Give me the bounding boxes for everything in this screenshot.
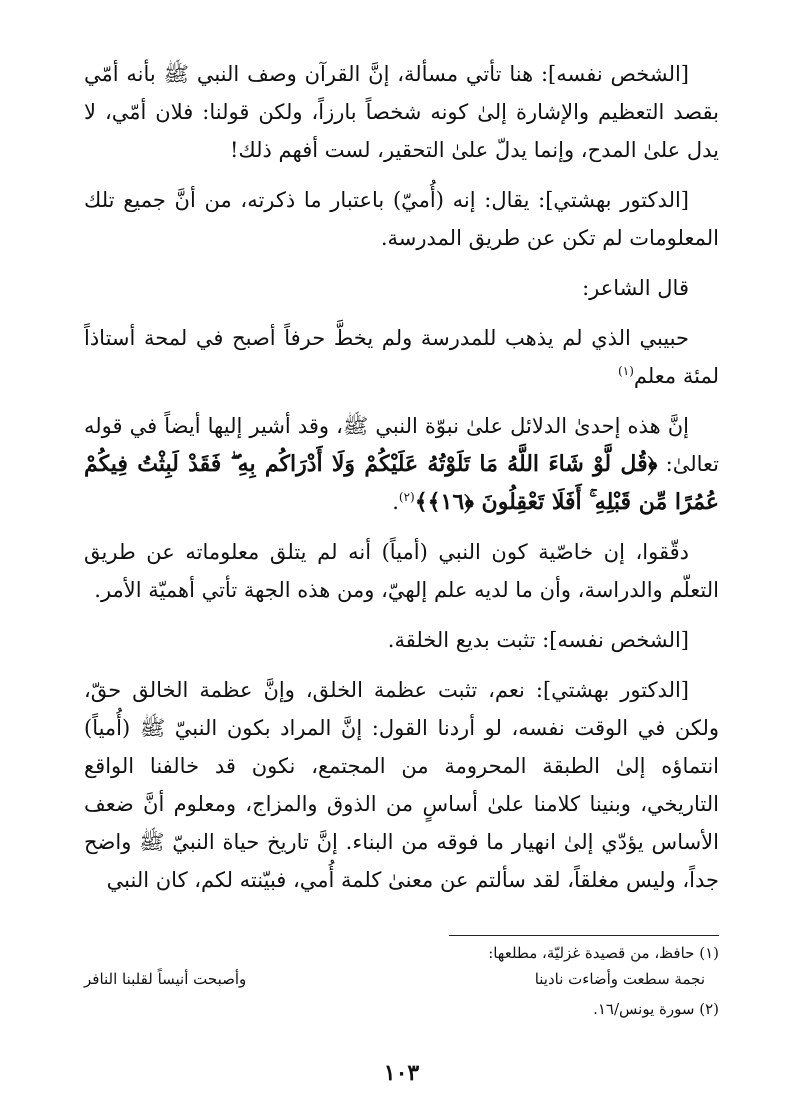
paragraph-4 — [84, 319, 719, 395]
footnote-1-verse — [84, 966, 719, 992]
paragraph-2: [الدكتور بهشتي]: يقال: إنه (أُميّ) باعتبار ما ذكرته، من أنَّ جميع تلك المعلومات لم تكن عن طريق المدرسة. — [84, 188, 719, 250]
footnote-2-label: (٢) — [699, 1000, 719, 1018]
paragraph-8: [الدكتور بهشتي]: نعم، تثبت عظمة الخلق، وإنَّ عظمة الخالق حقّ، ولكن في الوقت نفسه، لو أردنا القول: إنَّ المراد بكون النبيّ ﷺ (أُمياً) انتماؤه إلىٰ الطبقة المحرومة من المجتمع، نكون قد خالفنا الواقع التاريخي، وبنينا كلامنا علىٰ أساسٍ من الذوق والمزاج، ومعلوم أنَّ ضعف الأساس يؤدّي إلىٰ انهيار ما فوقه من البناء. إنَّ تاريخ حياة النبيّ ﷺ واضح جداً، وليس مغلقاً، لقد سألتم عن معنىٰ كلمة أُمي، فبيّنته لكم، كان النبي — [84, 678, 719, 892]
paragraph-5-intro: إنَّ هذه إحدىٰ الدلائل علىٰ نبوّة النبي ﷺ، وقد أشير إليها أيضاً في قوله تعالىٰ: — [84, 414, 719, 476]
page-number: ١٠٣ — [383, 1060, 420, 1086]
footnotes — [84, 935, 719, 1022]
paragraph-3: قال الشاعر: — [582, 276, 689, 300]
quran-verse: ﴿قُل لَّوْ شَاءَ اللَّهُ مَا تَلَوْتُهُ عَلَيْكُمْ وَلَا أَدْرَاكُم بِهِ ۖ فَقَدْ لَبِثْتُ فِيكُمْ عُمُرًا مِّن قَبْلِهِ ۚ أَفَلَا تَعْقِلُونَ ﴿١٦﴾﴾ — [84, 451, 719, 515]
paragraph-1: [الشخص نفسه]: هنا تأتي مسألة، إنَّ القرآن وصف النبي ﷺ بأنه أمّي بقصد التعظيم والإشارة إلىٰ كونه شخصاً بارزاً، ولكن قولنا: فلان أمّي، لا يدل علىٰ المدح، وإنما يدلّ علىٰ التحقير، لست أفهم ذلك! — [84, 62, 719, 162]
footnote-verse-left: وأصبحت أنيساً لقلبنا النافر — [84, 970, 247, 988]
footnote-1 — [84, 940, 719, 966]
paragraph-5: إنَّ هذه إحدىٰ الدلائل علىٰ نبوّة النبي ﷺ، وقد أشير إليها أيضاً في قوله تعالىٰ: ﴿قُل لَّوْ شَاءَ اللَّهُ مَا تَلَوْتُهُ عَلَيْكُمْ وَلَا أَدْرَاكُم بِهِ ۖ فَقَدْ لَبِثْتُ فِيكُمْ عُمُرًا مِّن قَبْلِهِ ۚ أَفَلَا تَعْقِلُونَ ﴿١٦﴾﴾$^{(٢)}$. — [84, 414, 719, 515]
paragraph-7: [الشخص نفسه]: تثبت بديع الخلقة. — [387, 628, 689, 652]
footnote-ref-2[interactable]: (٢) — [398, 490, 415, 504]
footnote-verse-right: نجمة سطعت وأضاءت نادينا — [534, 970, 705, 988]
footnote-ref-1[interactable]: (١) — [618, 364, 634, 378]
page-body — [84, 55, 719, 911]
paragraph-6: دقّقوا، إن خاصّية كون النبي (أمياً) أنه لم يتلق معلوماته عن طريق التعلّم والدراسة، وأن ما لديه علم إلهيّ، ومن هذه الجهة تأتي أهميّة الأمر. — [84, 540, 719, 602]
footnote-2-text: سورة يونس/١٦. — [593, 1000, 695, 1018]
footnote-1-text: حافظ، من قصيدة غزليّة، مطلعها: — [488, 944, 695, 962]
footnote-1-label: (١) — [699, 944, 719, 962]
poem-text: حبيبي الذي لم يذهب للمدرسة ولم يخطَّ حرفاً أصبح في لمحة أستاذاً لمئة معلم — [84, 326, 719, 388]
footnote-divider — [449, 935, 719, 936]
footnote-2 — [84, 996, 719, 1022]
